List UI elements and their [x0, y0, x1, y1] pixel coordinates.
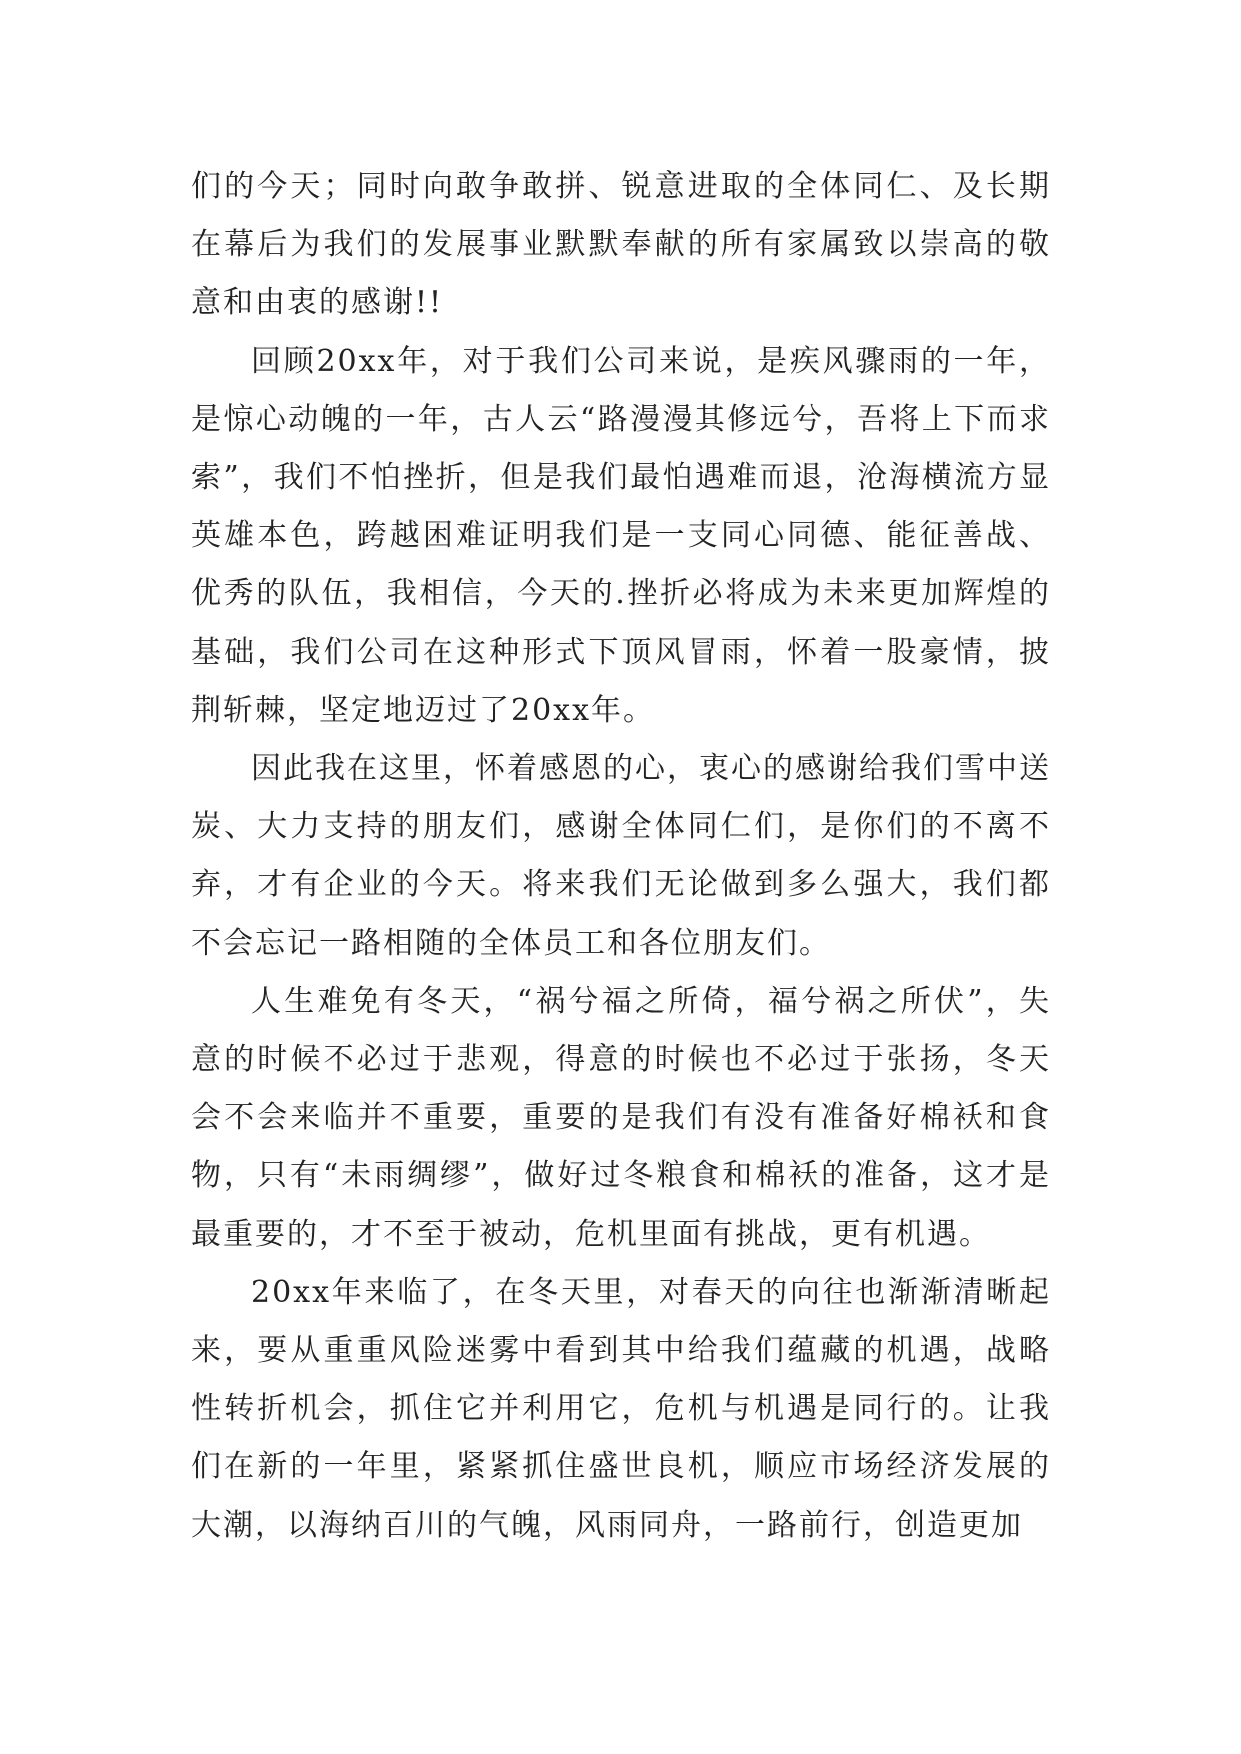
paragraph-1: 们的今天；同时向敢争敢拼、锐意进取的全体同仁、及长期在幕后为我们的发展事业默默奉献的所有家属致以崇高的敬意和由衷的感谢!! [191, 169, 1051, 321]
paragraph-3: 因此我在这里，怀着感恩的心，衷心的感谢给我们雪中送炭、大力支持的朋友们，感谢全体同仁们，是你们的不离不弃，才有企业的今天。将来我们无论做到多么强大，我们都不会忘记一路相随的全体员工和各位朋友们。 [191, 751, 1051, 961]
paragraph-5: 20xx年来临了，在冬天里，对春天的向往也渐渐清晰起来，要从重重风险迷雾中看到其中给我们蕴藏的机遇，战略性转折机会，抓住它并利用它，危机与机遇是同行的。让我们在新的一年里，紧紧抓住盛世良机，顺应市场经济发展的大潮，以海纳百川的气魄，风雨同舟，一路前行，创造更加 [191, 1274, 1051, 1543]
document-body [191, 158, 1051, 1555]
paragraph-2: 回顾20xx年，对于我们公司来说，是疾风骤雨的一年，是惊心动魄的一年，古人云“路漫漫其修远兮，吾将上下而求索”，我们不怕挫折，但是我们最怕遇难而退，沧海横流方显英雄本色，跨越困难证明我们是一支同心同德、能征善战、优秀的队伍，我相信，今天的.挫折必将成为未来更加辉煌的基础，我们公司在这种形式下顶风冒雨，怀着一股豪情，披荆斩棘，坚定地迈过了20xx年。 [191, 343, 1051, 728]
paragraph-4: 人生难免有冬天，“祸兮福之所倚，福兮祸之所伏”，失意的时候不必过于悲观，得意的时候也不必过于张扬，冬天会不会来临并不重要，重要的是我们有没有准备好棉袄和食物，只有“未雨绸缪”，做好过冬粮食和棉袄的准备，这才是最重要的，才不至于被动，危机里面有挑战，更有机遇。 [191, 983, 1051, 1252]
